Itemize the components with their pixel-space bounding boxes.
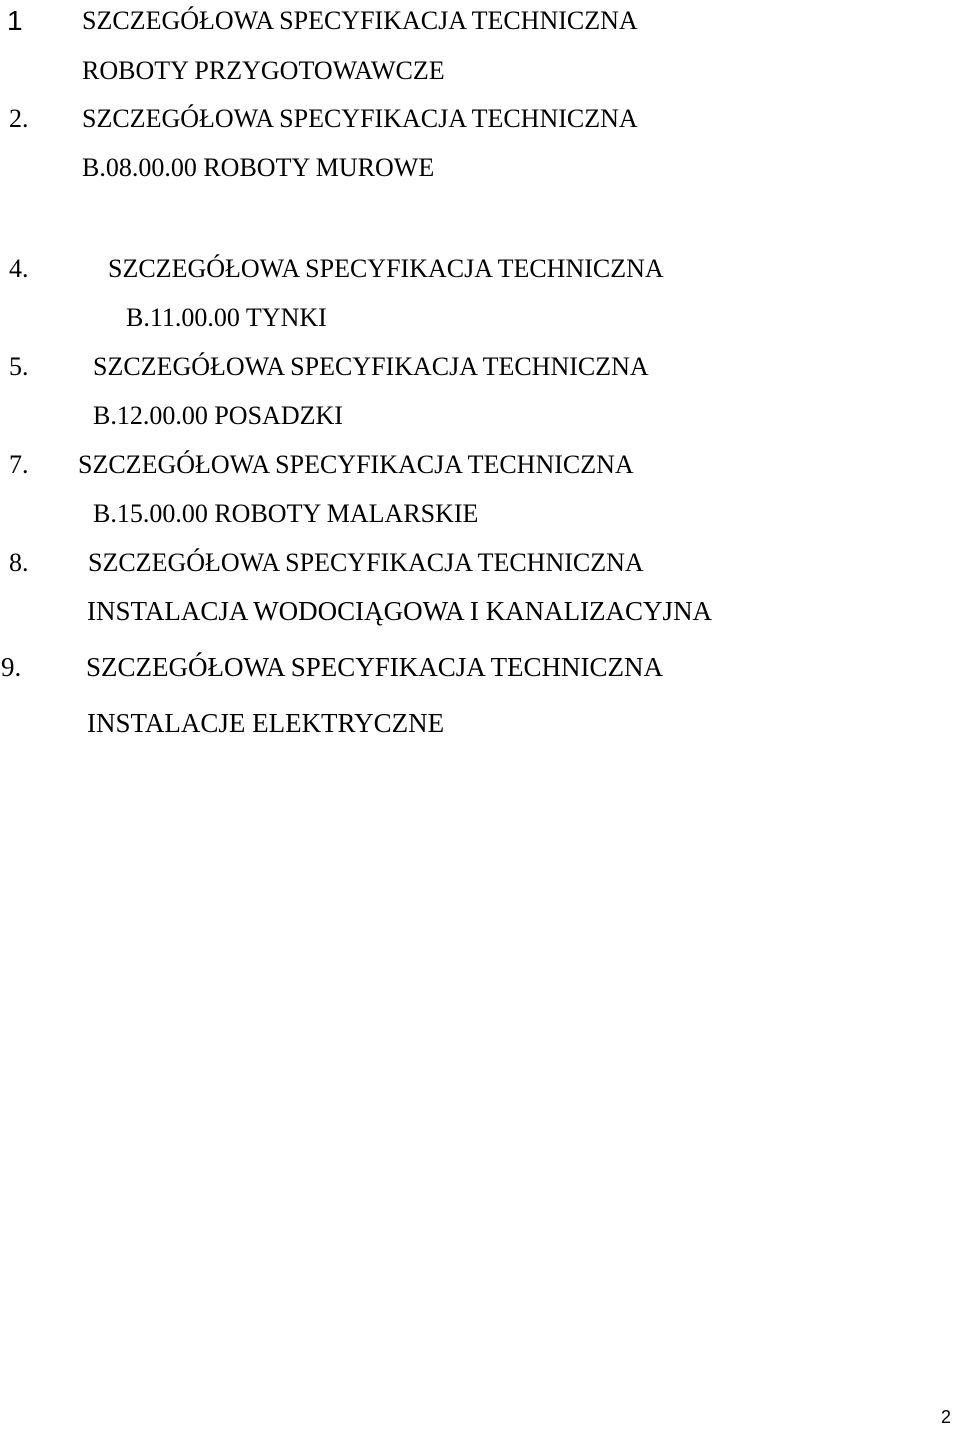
item-subtitle: B.08.00.00 ROBOTY MUROWE [82, 153, 435, 182]
item-number: 4. [9, 254, 29, 283]
item-number: 1 [7, 5, 23, 36]
item-subtitle: ROBOTY PRZYGOTOWAWCZE [82, 56, 445, 85]
item-subtitle: INSTALACJE ELEKTRYCZNE [87, 708, 445, 738]
item-title: SZCZEGÓŁOWA SPECYFIKACJA TECHNICZNA [78, 450, 634, 479]
item-title: SZCZEGÓŁOWA SPECYFIKACJA TECHNICZNA [88, 548, 644, 577]
item-number: 8. [9, 548, 29, 577]
item-title: SZCZEGÓŁOWA SPECYFIKACJA TECHNICZNA [82, 6, 638, 35]
item-subtitle: INSTALACJA WODOCIĄGOWA I KANALIZACYJNA [87, 596, 713, 626]
item-subtitle: B.12.00.00 POSADZKI [93, 401, 343, 430]
item-title: SZCZEGÓŁOWA SPECYFIKACJA TECHNICZNA [82, 104, 638, 133]
page-number: 2 [941, 1407, 952, 1427]
item-number: 7. [9, 450, 29, 479]
item-subtitle: B.15.00.00 ROBOTY MALARSKIE [93, 499, 479, 528]
item-title: SZCZEGÓŁOWA SPECYFIKACJA TECHNICZNA [86, 652, 664, 682]
item-number: 9. [1, 652, 22, 682]
item-number: 2. [9, 104, 29, 133]
item-number: 5. [9, 352, 29, 381]
item-title: SZCZEGÓŁOWA SPECYFIKACJA TECHNICZNA [108, 254, 664, 283]
item-subtitle: B.11.00.00 TYNKI [126, 303, 327, 332]
item-title: SZCZEGÓŁOWA SPECYFIKACJA TECHNICZNA [93, 352, 649, 381]
